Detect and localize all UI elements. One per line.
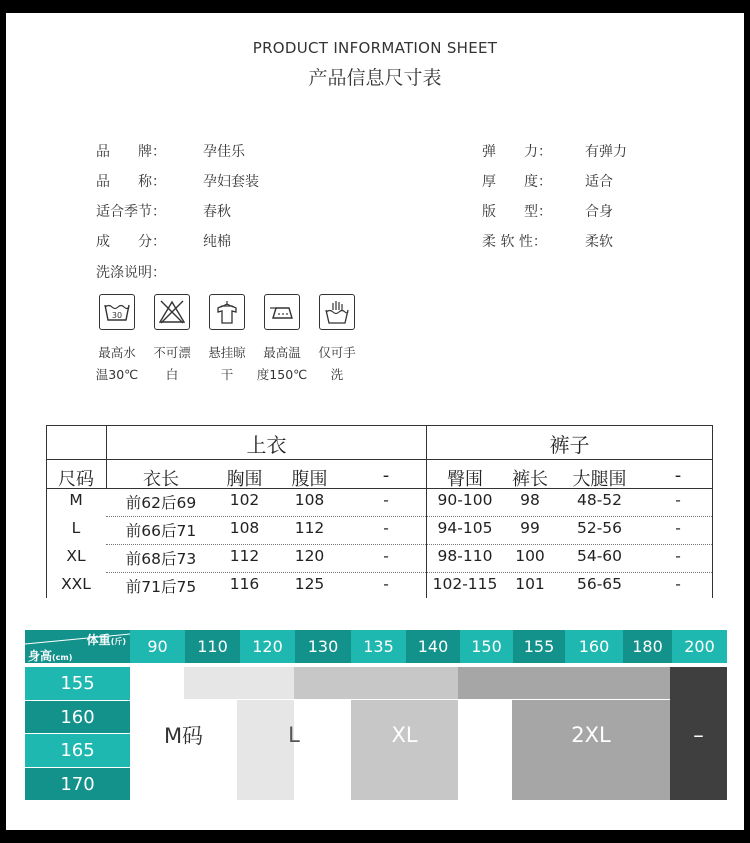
- row-divider: [106, 516, 712, 517]
- product-info-sheet: [6, 13, 744, 830]
- info-brand-label: 品 牌：: [96, 144, 166, 160]
- care-label-wash: [90, 342, 144, 386]
- weight-column-header: 150: [460, 630, 513, 663]
- table-cell-blank2: -: [675, 547, 681, 565]
- column-header-blank2: -: [674, 465, 682, 486]
- info-name-label: 品 称：: [96, 174, 166, 190]
- table-cell-pants-length: 101: [515, 575, 545, 593]
- weight-column-header: 180: [623, 630, 672, 663]
- table-cell-pants-length: 98: [520, 491, 540, 509]
- weight-column-header: 135: [351, 630, 406, 663]
- size-zone-block: [184, 667, 294, 699]
- table-cell-pants-length: 99: [520, 519, 540, 537]
- care-label-dry: [200, 342, 254, 386]
- info-material-label: 成 分：: [96, 234, 166, 250]
- weight-header: [87, 631, 126, 648]
- weight-column-header: 130: [295, 630, 351, 663]
- table-cell-bust: 102: [229, 491, 260, 509]
- height-unit: (cm): [52, 653, 73, 662]
- weight-column-header: 90: [130, 630, 185, 663]
- table-cell-length: 前62后69: [125, 494, 197, 512]
- info-stretch-label: 弹 力：: [482, 144, 552, 160]
- wash-instructions-label: 洗涤说明：: [96, 265, 166, 281]
- table-cell-waist: 112: [294, 519, 325, 537]
- column-header-waist: 腹围: [291, 469, 328, 490]
- column-header-length: 衣长: [143, 469, 179, 490]
- column-header-size: 尺码: [58, 469, 94, 490]
- height-header: [28, 647, 72, 663]
- column-header-hip: 臀围: [447, 469, 483, 490]
- table-cell-thigh: 52-56: [576, 519, 623, 537]
- care-label-handwash-line1: 仅可手: [318, 345, 356, 360]
- care-label-dry-line2: 干: [220, 367, 234, 382]
- size-zone-2xl: 2XL: [571, 723, 611, 747]
- size-zone-m: M码: [163, 724, 204, 748]
- info-softness-label: 柔 软 性：: [482, 234, 547, 250]
- table-cell-length: 前71后75: [125, 578, 197, 596]
- wash-30-icon: [99, 294, 135, 330]
- table-cell-hip: 98-110: [437, 547, 493, 565]
- table-cell-thigh: 56-65: [576, 575, 623, 593]
- info-fit-label: 版 型：: [482, 204, 552, 220]
- column-header-pants-length: 裤长: [512, 469, 548, 490]
- height-row-header: 155: [25, 667, 130, 700]
- weight-column-header: 200: [672, 630, 727, 663]
- weight-column-header: 120: [240, 630, 295, 663]
- table-cell-hip: 94-105: [437, 519, 493, 537]
- wash-temperature-text: 30: [111, 311, 123, 320]
- weight-label: 体重: [86, 633, 111, 647]
- info-fit-value: 合身: [585, 204, 613, 220]
- table-cell-size: XXL: [61, 575, 91, 593]
- size-zone-none: –: [693, 723, 704, 747]
- weight-column-header: 155: [513, 630, 565, 663]
- column-header-bust: 胸围: [226, 469, 263, 490]
- info-season-label: 适合季节：: [96, 204, 166, 220]
- care-label-bleach: [145, 342, 199, 386]
- table-cell-bust: 112: [229, 547, 260, 565]
- table-cell-hip: 90-100: [437, 491, 493, 509]
- info-thickness-label: 厚 度：: [482, 174, 552, 190]
- iron-150-icon: [264, 294, 300, 330]
- table-cell-hip: 102-115: [432, 575, 498, 593]
- care-label-bleach-line1: 不可漂: [153, 345, 191, 360]
- table-cell-blank: -: [383, 519, 389, 537]
- weight-column-header: 160: [565, 630, 623, 663]
- table-cell-blank2: -: [675, 575, 681, 593]
- table-cell-thigh: 54-60: [576, 547, 623, 565]
- table-cell-blank: -: [383, 491, 389, 509]
- size-table: [46, 425, 713, 598]
- row-divider: [106, 544, 712, 545]
- title-chinese: 产品信息尺寸表: [308, 67, 442, 89]
- weight-column-header: 140: [406, 630, 460, 663]
- size-zone-block: [458, 667, 670, 699]
- height-label: 身高: [28, 649, 53, 663]
- weight-unit: (斤): [110, 637, 126, 646]
- weight-column-header: 110: [185, 630, 240, 663]
- care-label-iron: [255, 342, 309, 386]
- care-label-handwash-line2: 洗: [330, 367, 344, 382]
- hang-dry-icon: [209, 294, 245, 330]
- info-brand-value: 孕佳乐: [203, 144, 245, 160]
- pants-header: 裤子: [549, 433, 590, 457]
- info-season-value: 春秋: [203, 204, 231, 220]
- column-header-thigh: 大腿围: [572, 469, 627, 490]
- grid-corner: [25, 630, 130, 663]
- size-zone-l: L: [288, 723, 300, 747]
- info-softness-value: 柔软: [585, 234, 613, 250]
- table-cell-waist: 108: [294, 491, 325, 509]
- table-cell-thigh: 48-52: [576, 491, 623, 509]
- table-cell-size: XL: [66, 547, 86, 565]
- care-label-iron-line1: 最高温: [263, 345, 301, 360]
- table-cell-bust: 116: [229, 575, 260, 593]
- care-label-iron-line2: 度150℃: [256, 367, 308, 382]
- care-label-bleach-line2: 白: [165, 367, 179, 382]
- table-cell-length: 前66后71: [125, 522, 197, 540]
- height-row-header: 165: [25, 734, 130, 767]
- table-cell-length: 前68后73: [125, 550, 197, 568]
- table-cell-blank2: -: [675, 519, 681, 537]
- height-row-header: 160: [25, 701, 130, 733]
- column-header-blank: -: [382, 465, 390, 486]
- top-header: 上衣: [246, 433, 287, 457]
- table-cell-size: M: [69, 491, 83, 509]
- care-label-handwash: [310, 342, 364, 386]
- title-english: PRODUCT INFORMATION SHEET: [252, 39, 498, 57]
- table-cell-waist: 120: [294, 547, 325, 565]
- size-zone-block: [294, 667, 458, 699]
- care-label-wash-line1: 最高水: [98, 345, 136, 360]
- row-divider: [106, 572, 712, 573]
- info-name-value: 孕妇套装: [203, 174, 259, 190]
- info-thickness-value: 适合: [585, 174, 613, 190]
- table-cell-blank2: -: [675, 491, 681, 509]
- info-stretch-value: 有弹力: [585, 144, 627, 160]
- info-material-value: 纯棉: [203, 234, 231, 250]
- care-label-dry-line1: 悬挂晾: [208, 345, 246, 360]
- table-cell-bust: 108: [229, 519, 260, 537]
- table-cell-blank: -: [383, 547, 389, 565]
- table-cell-size: L: [71, 519, 81, 537]
- height-row-header: 170: [25, 768, 130, 800]
- size-zone-xl: XL: [391, 723, 418, 747]
- size-grid: [25, 630, 727, 800]
- table-cell-waist: 125: [294, 575, 325, 593]
- table-cell-pants-length: 100: [515, 547, 545, 565]
- hand-wash-icon: [319, 294, 355, 330]
- care-label-wash-line2: 温30℃: [95, 367, 139, 382]
- no-bleach-icon: [154, 294, 190, 330]
- table-cell-blank: -: [383, 575, 389, 593]
